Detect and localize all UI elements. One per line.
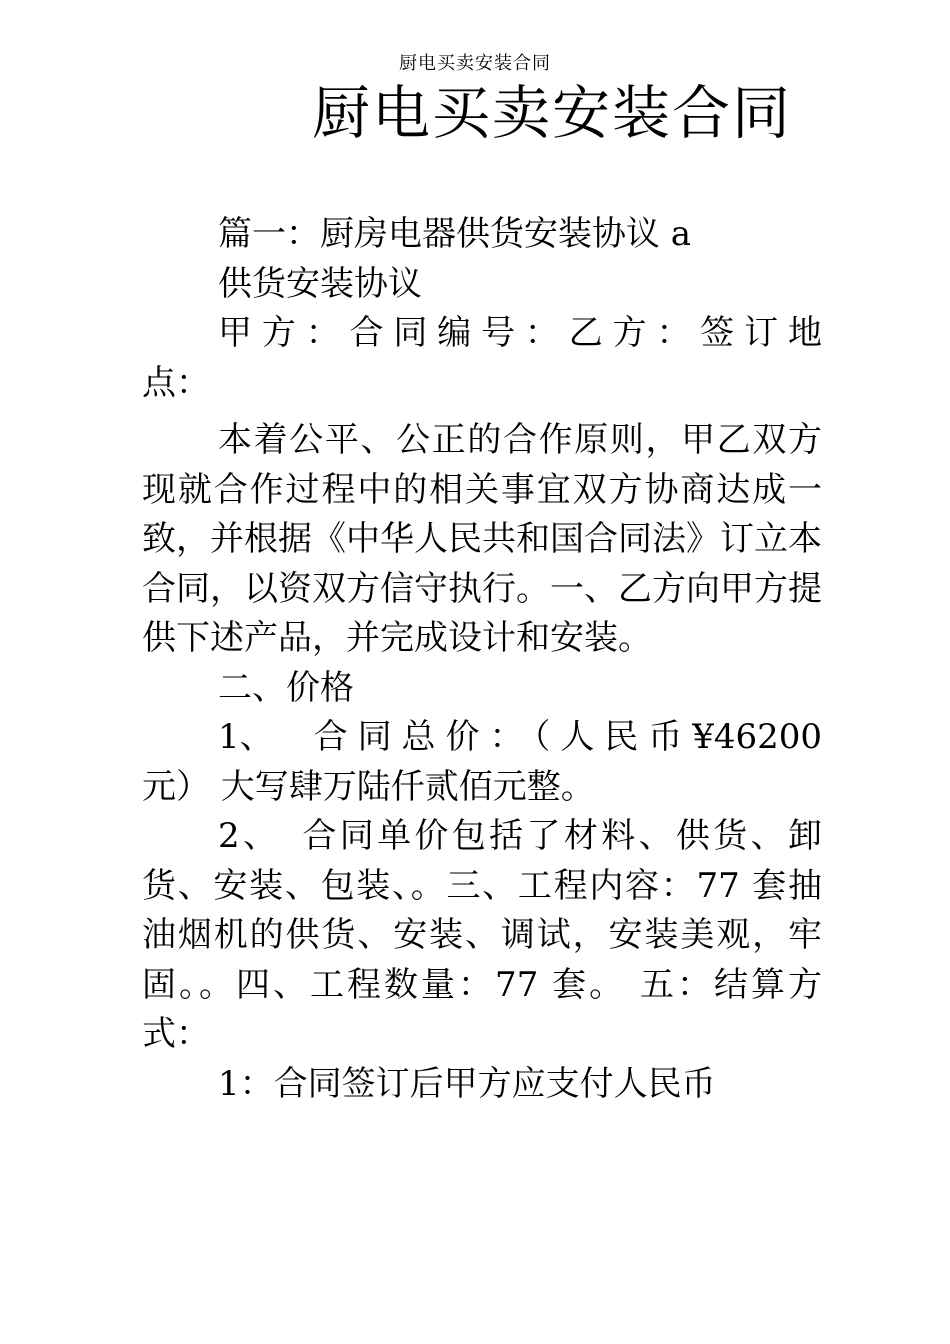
section-heading: 篇一：厨房电器供货安装协议 a — [218, 214, 692, 254]
parties-line-continued: 点： — [142, 362, 210, 403]
item2-label: 2、 — [218, 816, 281, 856]
item1-continued: 元） 大写肆万陆仟贰佰元整。 — [142, 766, 595, 807]
item1-text: 合同总价：（人民币¥46200 — [313, 717, 822, 757]
item1-first-line — [142, 713, 822, 763]
document-body — [142, 210, 822, 1109]
parties-line: 甲方：合同编号：乙方：签订地 — [218, 313, 822, 353]
item2-text: 合同单价包括了材料、供货、卸 货、安装、包装、。三、工程内容：77 套抽油烟机的供货、安装、调试，安装美观，牢固。。四、工程数量：77 套。 五：结算方式： — [142, 816, 823, 1054]
item2-paragraph — [142, 812, 822, 1060]
payment-line: 1：合同签订后甲方应支付人民币 — [218, 1063, 716, 1104]
subheading: 供货安装协议 — [218, 263, 422, 304]
running-header: 厨电买卖安装合同 — [399, 53, 551, 74]
price-heading: 二、价格 — [218, 667, 354, 708]
document-title: 厨电买卖安装合同 — [312, 79, 793, 147]
item1-label: 1、 — [218, 717, 274, 757]
preamble-paragraph: 本着公平、公正的合作原则，甲乙双方现就合作过程中的相关事宜双方协商达成一致，并根据《中华人民共和国合同法》订立本合同，以资双方信守执行。一、乙方向甲方提供下述产品，并完成设计和安装。 — [142, 420, 822, 658]
